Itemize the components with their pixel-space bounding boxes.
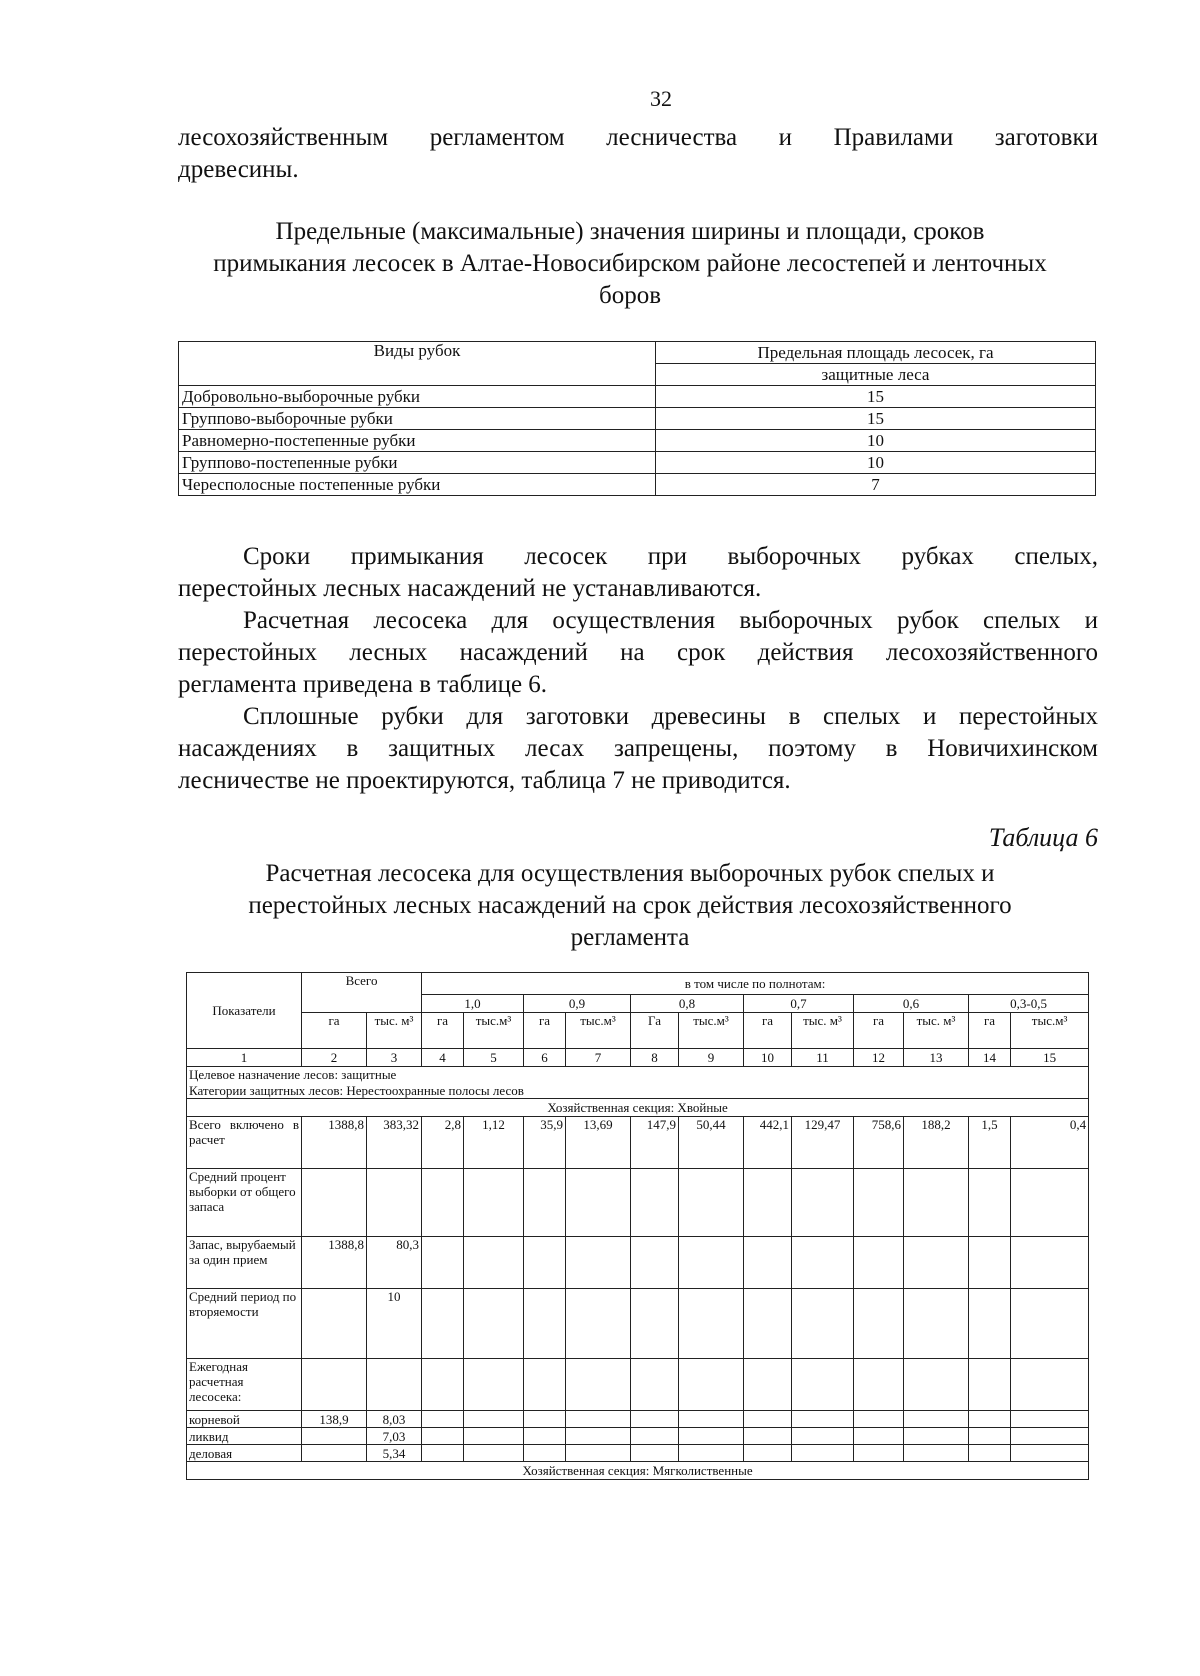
table6-cell [904, 1411, 969, 1428]
table6-cell [422, 1289, 464, 1359]
table6-header-total: Всего [302, 973, 422, 1013]
table6-cell [792, 1445, 854, 1462]
table6-cell: 138,9 [302, 1411, 367, 1428]
table6-cell: 13,69 [566, 1117, 631, 1169]
table6-row-label: ликвид [187, 1428, 302, 1445]
table6-cell [1011, 1359, 1089, 1411]
table1-header-row [179, 342, 1096, 364]
table6-cell [1011, 1411, 1089, 1428]
table6-label: Таблица 6 [988, 823, 1098, 852]
table6-col-number: 1 [187, 1049, 302, 1067]
table6-cell [422, 1411, 464, 1428]
table6-density-header: 0,7 [744, 995, 854, 1013]
table6-cell [969, 1428, 1011, 1445]
table6-col-number: 13 [904, 1049, 969, 1067]
table6-row-label: Средний процент выборки от общего запаса [187, 1169, 302, 1237]
table6-col-number: 14 [969, 1049, 1011, 1067]
table6-row-label: деловая [187, 1445, 302, 1462]
table6-cell [464, 1428, 524, 1445]
table6-cell [744, 1428, 792, 1445]
table6-col-number: 6 [524, 1049, 566, 1067]
table6-cell [744, 1169, 792, 1237]
para1-line-1: Сроки примыкания лесосек при выборочных рубках спелых, [243, 543, 1098, 570]
table6-density-header: 0,8 [631, 995, 744, 1013]
table6-density-header: 0,9 [524, 995, 631, 1013]
table6-cell [679, 1411, 744, 1428]
table1-col2-subheader: защитные леса [656, 364, 1096, 386]
table6-cell [969, 1237, 1011, 1289]
table6-cell: 442,1 [744, 1117, 792, 1169]
table6-purpose: Целевое назначение лесов: защитные [187, 1067, 1089, 1083]
table6-row-label: Всего включено в расчет [187, 1117, 302, 1169]
page-number: 32 [650, 86, 672, 111]
table6-title-line-2: перестойных лесных насаждений на срок действия лесохозяйственного [248, 892, 1012, 919]
table6-density-header: 0,6 [854, 995, 969, 1013]
table6-cell [566, 1428, 631, 1445]
table6-title-line-1: Расчетная лесосека для осуществления выборочных рубок спелых и [265, 860, 995, 887]
para3-line-1: Сплошные рубки для заготовки древесины в спелых и перестойных [243, 703, 1098, 730]
table6-units-row [187, 1013, 1089, 1049]
table6-cell [524, 1359, 566, 1411]
table1-row-value: 7 [656, 474, 1096, 496]
table6-cell [679, 1169, 744, 1237]
table6-cell: 1,5 [969, 1117, 1011, 1169]
table6-cell: 1388,8 [302, 1117, 367, 1169]
table6-cell [854, 1411, 904, 1428]
table6-row-label: Запас, вырубаемый за один прием [187, 1237, 302, 1289]
table6-cell [631, 1289, 679, 1359]
table6-unit: га [302, 1013, 367, 1049]
table6-cell [744, 1237, 792, 1289]
table1-col2-header: Предельная площадь лесосек, га [656, 342, 1096, 364]
table6-cell [302, 1445, 367, 1462]
table6-cell: 1388,8 [302, 1237, 367, 1289]
table6-cell: 80,3 [367, 1237, 422, 1289]
table6-cell [679, 1289, 744, 1359]
table6-col-number: 4 [422, 1049, 464, 1067]
table6-cell [1011, 1428, 1089, 1445]
table-row [187, 1411, 1089, 1428]
table6-cell [631, 1169, 679, 1237]
table6-cell [1011, 1237, 1089, 1289]
table6-cell [792, 1411, 854, 1428]
intro-line-2: древесины. [178, 156, 299, 183]
table6-cell: 188,2 [904, 1117, 969, 1169]
table6-cell [302, 1289, 367, 1359]
table6-cell [854, 1169, 904, 1237]
table-row [187, 1445, 1089, 1462]
table6-cell: 129,47 [792, 1117, 854, 1169]
table6-row-label: корневой [187, 1411, 302, 1428]
table6-density-header: 1,0 [422, 995, 524, 1013]
table-row [187, 1289, 1089, 1359]
table6-col-number: 15 [1011, 1049, 1089, 1067]
table6-cell [854, 1445, 904, 1462]
table6-cell [744, 1359, 792, 1411]
table6-cell [969, 1289, 1011, 1359]
table6-section1-row [187, 1099, 1089, 1117]
table6-col-number: 7 [566, 1049, 631, 1067]
table6-cell [792, 1428, 854, 1445]
table1-row-name: Группово-выборочные рубки [179, 408, 656, 430]
table6-cell [464, 1289, 524, 1359]
table6-cell [631, 1359, 679, 1411]
table6-cell [566, 1289, 631, 1359]
table6-header-row-1 [187, 973, 1089, 995]
table6-cell: 147,9 [631, 1117, 679, 1169]
table6-cell: 5,34 [367, 1445, 422, 1462]
table6-cell [904, 1289, 969, 1359]
table6-col-number: 12 [854, 1049, 904, 1067]
table6-col-numbers-row [187, 1049, 1089, 1067]
table6-purpose-row [187, 1067, 1089, 1083]
table6-cell [969, 1445, 1011, 1462]
table1-row-name: Добровольно-выборочные рубки [179, 386, 656, 408]
table1-title-line-2: примыкания лесосек в Алтае-Новосибирском районе лесостепей и ленточных [213, 250, 1047, 277]
table6-cell [792, 1289, 854, 1359]
table6-cell [524, 1445, 566, 1462]
table6-unit: тыс. м³ [792, 1013, 854, 1049]
table1-row-value: 10 [656, 430, 1096, 452]
table-row [179, 386, 1096, 408]
table6-cell [631, 1237, 679, 1289]
table6-cell [904, 1359, 969, 1411]
intro-line-1: лесохозяйственным регламентом лесничества и Правилами заготовки [178, 124, 1098, 151]
table1-row-value: 15 [656, 408, 1096, 430]
table6-col-number: 10 [744, 1049, 792, 1067]
table6-cell [679, 1445, 744, 1462]
table6-cell [566, 1169, 631, 1237]
table1-col1-header: Виды рубок [179, 342, 656, 386]
cutting-limits-table [178, 341, 1096, 496]
table6-cell [524, 1428, 566, 1445]
table6-cell: 0,4 [1011, 1117, 1089, 1169]
table6-col-number: 5 [464, 1049, 524, 1067]
table6-cell [679, 1359, 744, 1411]
table6-cell [1011, 1445, 1089, 1462]
table-row [179, 452, 1096, 474]
table6-row-label: Средний период повторяемости [187, 1289, 302, 1359]
table-row [187, 1359, 1089, 1411]
table6-cell [302, 1359, 367, 1411]
table6-row-label: Ежегодная расчетная лесосека: [187, 1359, 302, 1411]
table6-unit: тыс.м³ [679, 1013, 744, 1049]
table6-cell [631, 1428, 679, 1445]
table6-cell: 50,44 [679, 1117, 744, 1169]
table1-row-name: Равномерно-постепенные рубки [179, 430, 656, 452]
table6-unit: га [969, 1013, 1011, 1049]
table-row [179, 474, 1096, 496]
table6-cell [854, 1359, 904, 1411]
table6-cell [524, 1237, 566, 1289]
table6-section2-row [187, 1462, 1089, 1480]
table6-cell [792, 1169, 854, 1237]
table6-unit: тыс.м³ [566, 1013, 631, 1049]
table6-cell [524, 1169, 566, 1237]
table6-cell [464, 1359, 524, 1411]
table1-row-name: Чересполосные постепенные рубки [179, 474, 656, 496]
table6-cell [792, 1359, 854, 1411]
table6-unit: тыс.м³ [1011, 1013, 1089, 1049]
table6-cell: 10 [367, 1289, 422, 1359]
table6-unit: тыс. м³ [904, 1013, 969, 1049]
table6-cell [679, 1237, 744, 1289]
table1-row-name: Группово-постепенные рубки [179, 452, 656, 474]
table6-unit: га [422, 1013, 464, 1049]
table6-cell [464, 1237, 524, 1289]
table6-cell [464, 1411, 524, 1428]
table6-cell [904, 1169, 969, 1237]
table6-cell [367, 1169, 422, 1237]
table6-cell [422, 1445, 464, 1462]
table6-cell [422, 1169, 464, 1237]
estimated-cutting-area-table [186, 972, 1089, 1480]
table6-category: Категории защитных лесов: Нерестоохранные полосы лесов [187, 1083, 1089, 1099]
para1-line-2: перестойных лесных насаждений не устанавливаются. [178, 575, 762, 602]
table6-cell [904, 1237, 969, 1289]
table-row [187, 1237, 1089, 1289]
table6-cell [422, 1359, 464, 1411]
table6-cell [422, 1237, 464, 1289]
para2-line-2: перестойных лесных насаждений на срок действия лесохозяйственного [178, 639, 1098, 666]
table1-row-value: 15 [656, 386, 1096, 408]
table6-unit: тыс.м³ [464, 1013, 524, 1049]
table6-cell: 8,03 [367, 1411, 422, 1428]
table6-cell [464, 1445, 524, 1462]
table6-cell: 2,8 [422, 1117, 464, 1169]
para3-line-2: насаждениях в защитных лесах запрещены, поэтому в Новичихинском [178, 735, 1098, 762]
table6-title-line-3: регламента [570, 924, 690, 951]
table6-cell [1011, 1289, 1089, 1359]
table6-cell [566, 1445, 631, 1462]
table6-cell [792, 1237, 854, 1289]
table6-cell: 35,9 [524, 1117, 566, 1169]
table6-cell [854, 1237, 904, 1289]
table6-col-number: 11 [792, 1049, 854, 1067]
table6-unit: Га [631, 1013, 679, 1049]
table6-cell [744, 1289, 792, 1359]
table6-cell [854, 1289, 904, 1359]
table6-header-indicators: Показатели [187, 973, 302, 1049]
table6-section-header: Хозяйственная секция: Хвойные [187, 1099, 1089, 1117]
table6-cell [744, 1411, 792, 1428]
table6-cell [969, 1411, 1011, 1428]
table6-col-number: 8 [631, 1049, 679, 1067]
para2-line-3: регламента приведена в таблице 6. [178, 671, 548, 698]
table6-unit: га [744, 1013, 792, 1049]
table1-title-line-3: боров [598, 282, 662, 309]
table6-section-header: Хозяйственная секция: Мягколиственные [187, 1462, 1089, 1480]
table6-col-number: 3 [367, 1049, 422, 1067]
table6-cell [422, 1428, 464, 1445]
table6-cell [969, 1359, 1011, 1411]
table6-cell [302, 1169, 367, 1237]
table6-cell [904, 1428, 969, 1445]
table6-unit: га [854, 1013, 904, 1049]
table6-cell [302, 1428, 367, 1445]
table6-cell [969, 1169, 1011, 1237]
table-row [187, 1428, 1089, 1445]
table6-cell [566, 1237, 631, 1289]
table-row [187, 1117, 1089, 1169]
para3-line-3: лесничестве не проектируются, таблица 7 не приводится. [178, 767, 791, 794]
table6-category-row [187, 1083, 1089, 1099]
table6-unit: га [524, 1013, 566, 1049]
table6-unit: тыс. м³ [367, 1013, 422, 1049]
table1-title-line-1: Предельные (максимальные) значения ширины и площади, сроков [275, 218, 985, 245]
table6-cell [524, 1289, 566, 1359]
table6-cell [631, 1445, 679, 1462]
table6-cell [524, 1411, 566, 1428]
table6-density-header: 0,3-0,5 [969, 995, 1089, 1013]
table6-col-number: 9 [679, 1049, 744, 1067]
table6-cell [1011, 1169, 1089, 1237]
table6-cell [744, 1445, 792, 1462]
table6-cell: 758,6 [854, 1117, 904, 1169]
table1-row-value: 10 [656, 452, 1096, 474]
table6-cell [367, 1359, 422, 1411]
table6-cell [854, 1428, 904, 1445]
para2-line-1: Расчетная лесосека для осуществления выборочных рубок спелых и [243, 607, 1098, 634]
table6-cell [631, 1411, 679, 1428]
table6-cell [566, 1411, 631, 1428]
table-row [179, 430, 1096, 452]
table6-cell [904, 1445, 969, 1462]
table6-cell: 7,03 [367, 1428, 422, 1445]
table-row [179, 408, 1096, 430]
table6-header-including: в том числе по полнотам: [422, 973, 1089, 995]
table6-cell [566, 1359, 631, 1411]
table6-cell [679, 1428, 744, 1445]
table6-cell: 1,12 [464, 1117, 524, 1169]
table6-col-number: 2 [302, 1049, 367, 1067]
table-row [187, 1169, 1089, 1237]
table6-cell: 383,32 [367, 1117, 422, 1169]
table6-cell [464, 1169, 524, 1237]
